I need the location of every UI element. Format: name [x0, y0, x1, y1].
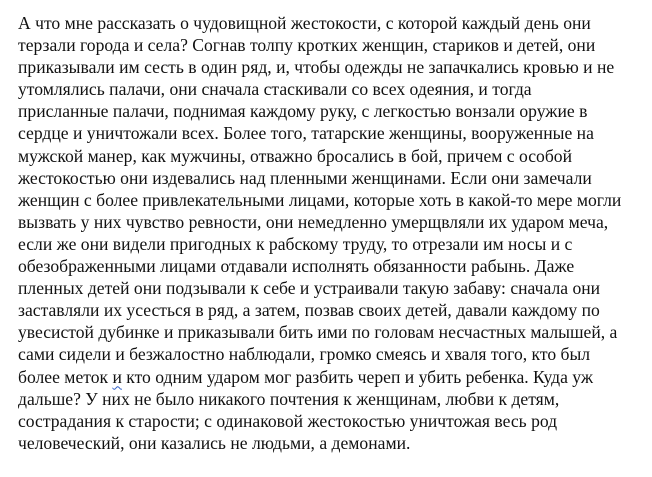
text-line-10: вызвать у них чувство ревности, они немедленно умерщвляли их ударом меча, [18, 211, 609, 232]
text-line-1: А что мне рассказать о чудовищной жестокости, с которой каждый день они [18, 13, 591, 33]
text-line-7: мужской манер, как мужчины, отважно бросались в бой, причем с особой [18, 145, 572, 166]
text-line-17 [18, 366, 643, 388]
text-line-4: утомлялись палачи, они сначала стаскивали со всех одеяния, и тогда [18, 79, 532, 100]
spellcheck-flagged-word[interactable]: и [112, 366, 122, 387]
text-line-18: дальше? У них не было никакого почтения к женщинам, любви к детям, [18, 388, 560, 409]
text-line-13: пленных детей они подзывали к себе и устраивали такую забаву: сначала они [18, 278, 601, 299]
text-line-2: терзали города и села? Согнав толпу кротких женщин, стариков и детей, они [18, 35, 596, 56]
text-line-11: если же они видели пригодных к рабскому труду, то отрезали им носы и с [18, 233, 573, 254]
document-page [18, 12, 643, 454]
text-line-14: заставляли их усесться в ряд, а затем, позвав своих детей, давали каждому по [18, 300, 600, 321]
text-line-19: сострадания к старости; с одинаковой жестокостью уничтожая весь род [18, 410, 558, 431]
text-line-6: сердце и уничтожали всех. Более того, татарские женщины, вооруженные на [18, 123, 594, 144]
text-line-12: обезображенными лицами отдавали исполнять обязанности рабынь. Даже [18, 256, 575, 277]
text-line-3: приказывали им сесть в один ряд, и, чтобы одежды не запачкались кровью и не [18, 57, 615, 78]
text-segment: кто одним ударом мог разбить череп и убить ребенка. Куда уж [121, 366, 594, 387]
text-line-9: женщин с более привлекательными лицами, которые хоть в какой-то мере могли [18, 189, 622, 210]
paragraph[interactable] [18, 12, 643, 454]
text-segment: более меток [18, 366, 113, 387]
text-line-20: человеческий, они казались не людьми, а демонами. [18, 432, 411, 453]
text-line-15: увесистой дубинке и приказывали бить ими по головам несчастных малышей, а [18, 322, 618, 343]
text-line-16: сами сидели и безжалостно наблюдали, громко смеясь и хваля того, кто был [18, 344, 591, 365]
text-line-8: жестокостью они издевались над пленными женщинами. Если они замечали [18, 167, 592, 188]
text-line-5: присланные палачи, поднимая каждому руку, с легкостью вонзали оружие в [18, 101, 588, 122]
